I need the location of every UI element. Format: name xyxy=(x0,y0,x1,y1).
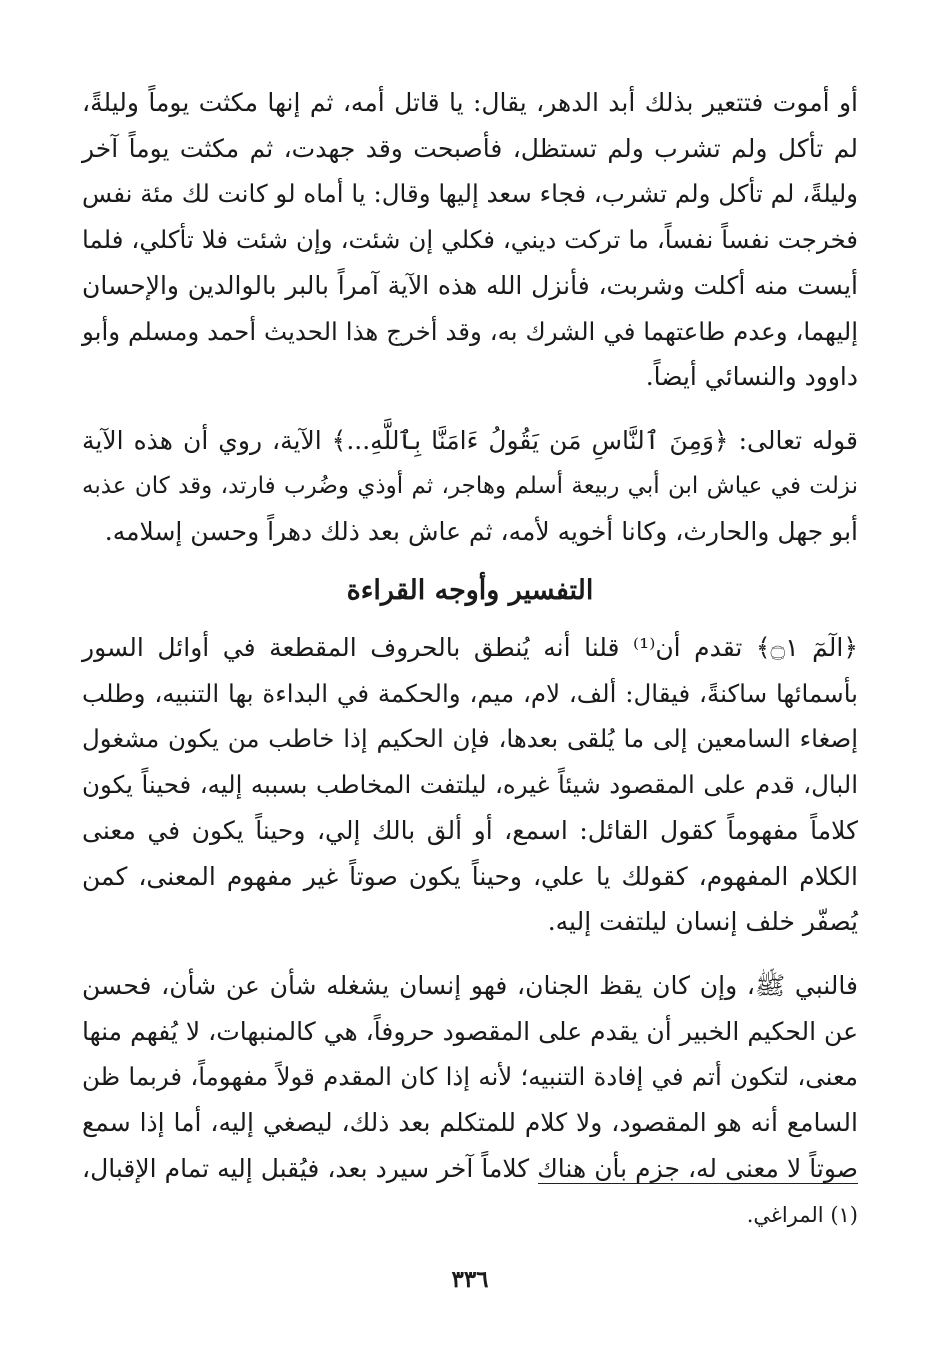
text-line: السامع أنه هو المقصود، ولا كلام للمتكلم بعد ذلك، ليصغي إليه، أما إذا سمع xyxy=(82,1108,858,1138)
footnote: (١) المراغي. xyxy=(746,1203,858,1227)
text-line: داوود والنسائي أيضاً. xyxy=(645,362,858,392)
paragraph-3 xyxy=(82,625,858,945)
text-line: صوتاً لا معنى له، جزم بأن هناك كلاماً آخر سيرد بعد، فيُقبل إليه تمام الإقبال، xyxy=(82,1153,858,1183)
page xyxy=(82,80,859,1293)
text-line: أبو جهل والحارث، وكانا أخويه لأمه، ثم عاش بعد ذلك دهراً وحسن إسلامه. xyxy=(104,517,858,547)
page-number: ٣٣٦ xyxy=(451,1266,489,1293)
text-line: أو أموت فتتعير بذلك أبد الدهر، يقال: يا قاتل أمه، ثم إنها مكثت يوماً وليلةً، xyxy=(82,88,858,117)
text-line: عن الحكيم الخبير أن يقدم على المقصود حروفاً، هي كالمنبهات، لا يُفهم منها xyxy=(82,1016,858,1046)
text-line: بأسمائها ساكنةً، فيقال: ألف، لام، ميم، والحكمة في البداءة بها التنبيه، وطلب xyxy=(82,678,858,708)
text-line: يُصفّر خلف إنسان ليلتفت إليه. xyxy=(547,907,858,937)
text-line: الكلام المفهوم، كقولك يا علي، وحيناً يكون صوتاً غير مفهوم المعنى، كمن xyxy=(82,861,858,891)
text-line: إليهما، وعدم طاعتهما في الشرك به، وقد أخرج هذا الحديث أحمد ومسلم وأبو xyxy=(82,316,858,346)
text-line: ﴿الٓمٓ ۝١﴾ تقدم أن⁽¹⁾ قلنا أنه يُنطق بالحروف المقطعة في أوائل السور xyxy=(82,633,859,663)
paragraph-1 xyxy=(82,80,858,400)
text-line: وليلةً، لم تأكل ولم تشرب، فجاء سعد إليها وقال: يا أماه لو كانت لك مئة نفس xyxy=(82,179,858,209)
text-line: قوله تعالى: ﴿وَمِنَ ٱلنَّاسِ مَن يَقُولُ ءَامَنَّا بِٱللَّهِ...﴾ الآية، روي أن هذه الآية xyxy=(82,425,858,455)
text-line: البال، قدم على المقصود شيئاً غيره، ليلتفت المخاطب بسببه إليه، فحيناً يكون xyxy=(82,770,858,800)
section-heading: التفسير وأوجه القراءة xyxy=(346,575,594,607)
text-line: نزلت في عياش ابن أبي ربيعة أسلم وهاجر، ثم أوذي وضُرب فارتد، وقد كان عذبه xyxy=(82,472,858,499)
text-line: كلاماً مفهوماً كقول القائل: اسمع، أو ألق بالك إلي، وحيناً يكون في معنى xyxy=(82,815,858,845)
footnote-divider xyxy=(538,1183,858,1184)
text-line: إصغاء السامعين إلى ما يُلقى بعدها، فإن الحكيم إذا خاطب من يكون مشغول xyxy=(82,724,858,754)
paragraph-2 xyxy=(82,418,858,555)
text-line: فالنبي ﷺ، وإن كان يقظ الجنان، فهو إنسان يشغله شأن عن شأن، فحسن xyxy=(82,970,858,1000)
text-line: لم تأكل ولم تشرب ولم تستظل، فأصبحت وقد جهدت، ثم مكثت يوماً آخر xyxy=(82,133,858,163)
paragraph-4 xyxy=(82,963,858,1192)
text-line: معنى، لتكون أتم في إفادة التنبيه؛ لأنه إذا كان المقدم قولاً مفهوماً، فربما ظن xyxy=(82,1062,858,1092)
text-line: فخرجت نفساً نفساً، ما تركت ديني، فكلي إن شئت، وإن شئت فلا تأكلي، فلما xyxy=(82,225,858,255)
text-line: أيست منه أكلت وشربت، فأنزل الله هذه الآية آمراً بالبر بالوالدين والإحسان xyxy=(82,270,858,300)
